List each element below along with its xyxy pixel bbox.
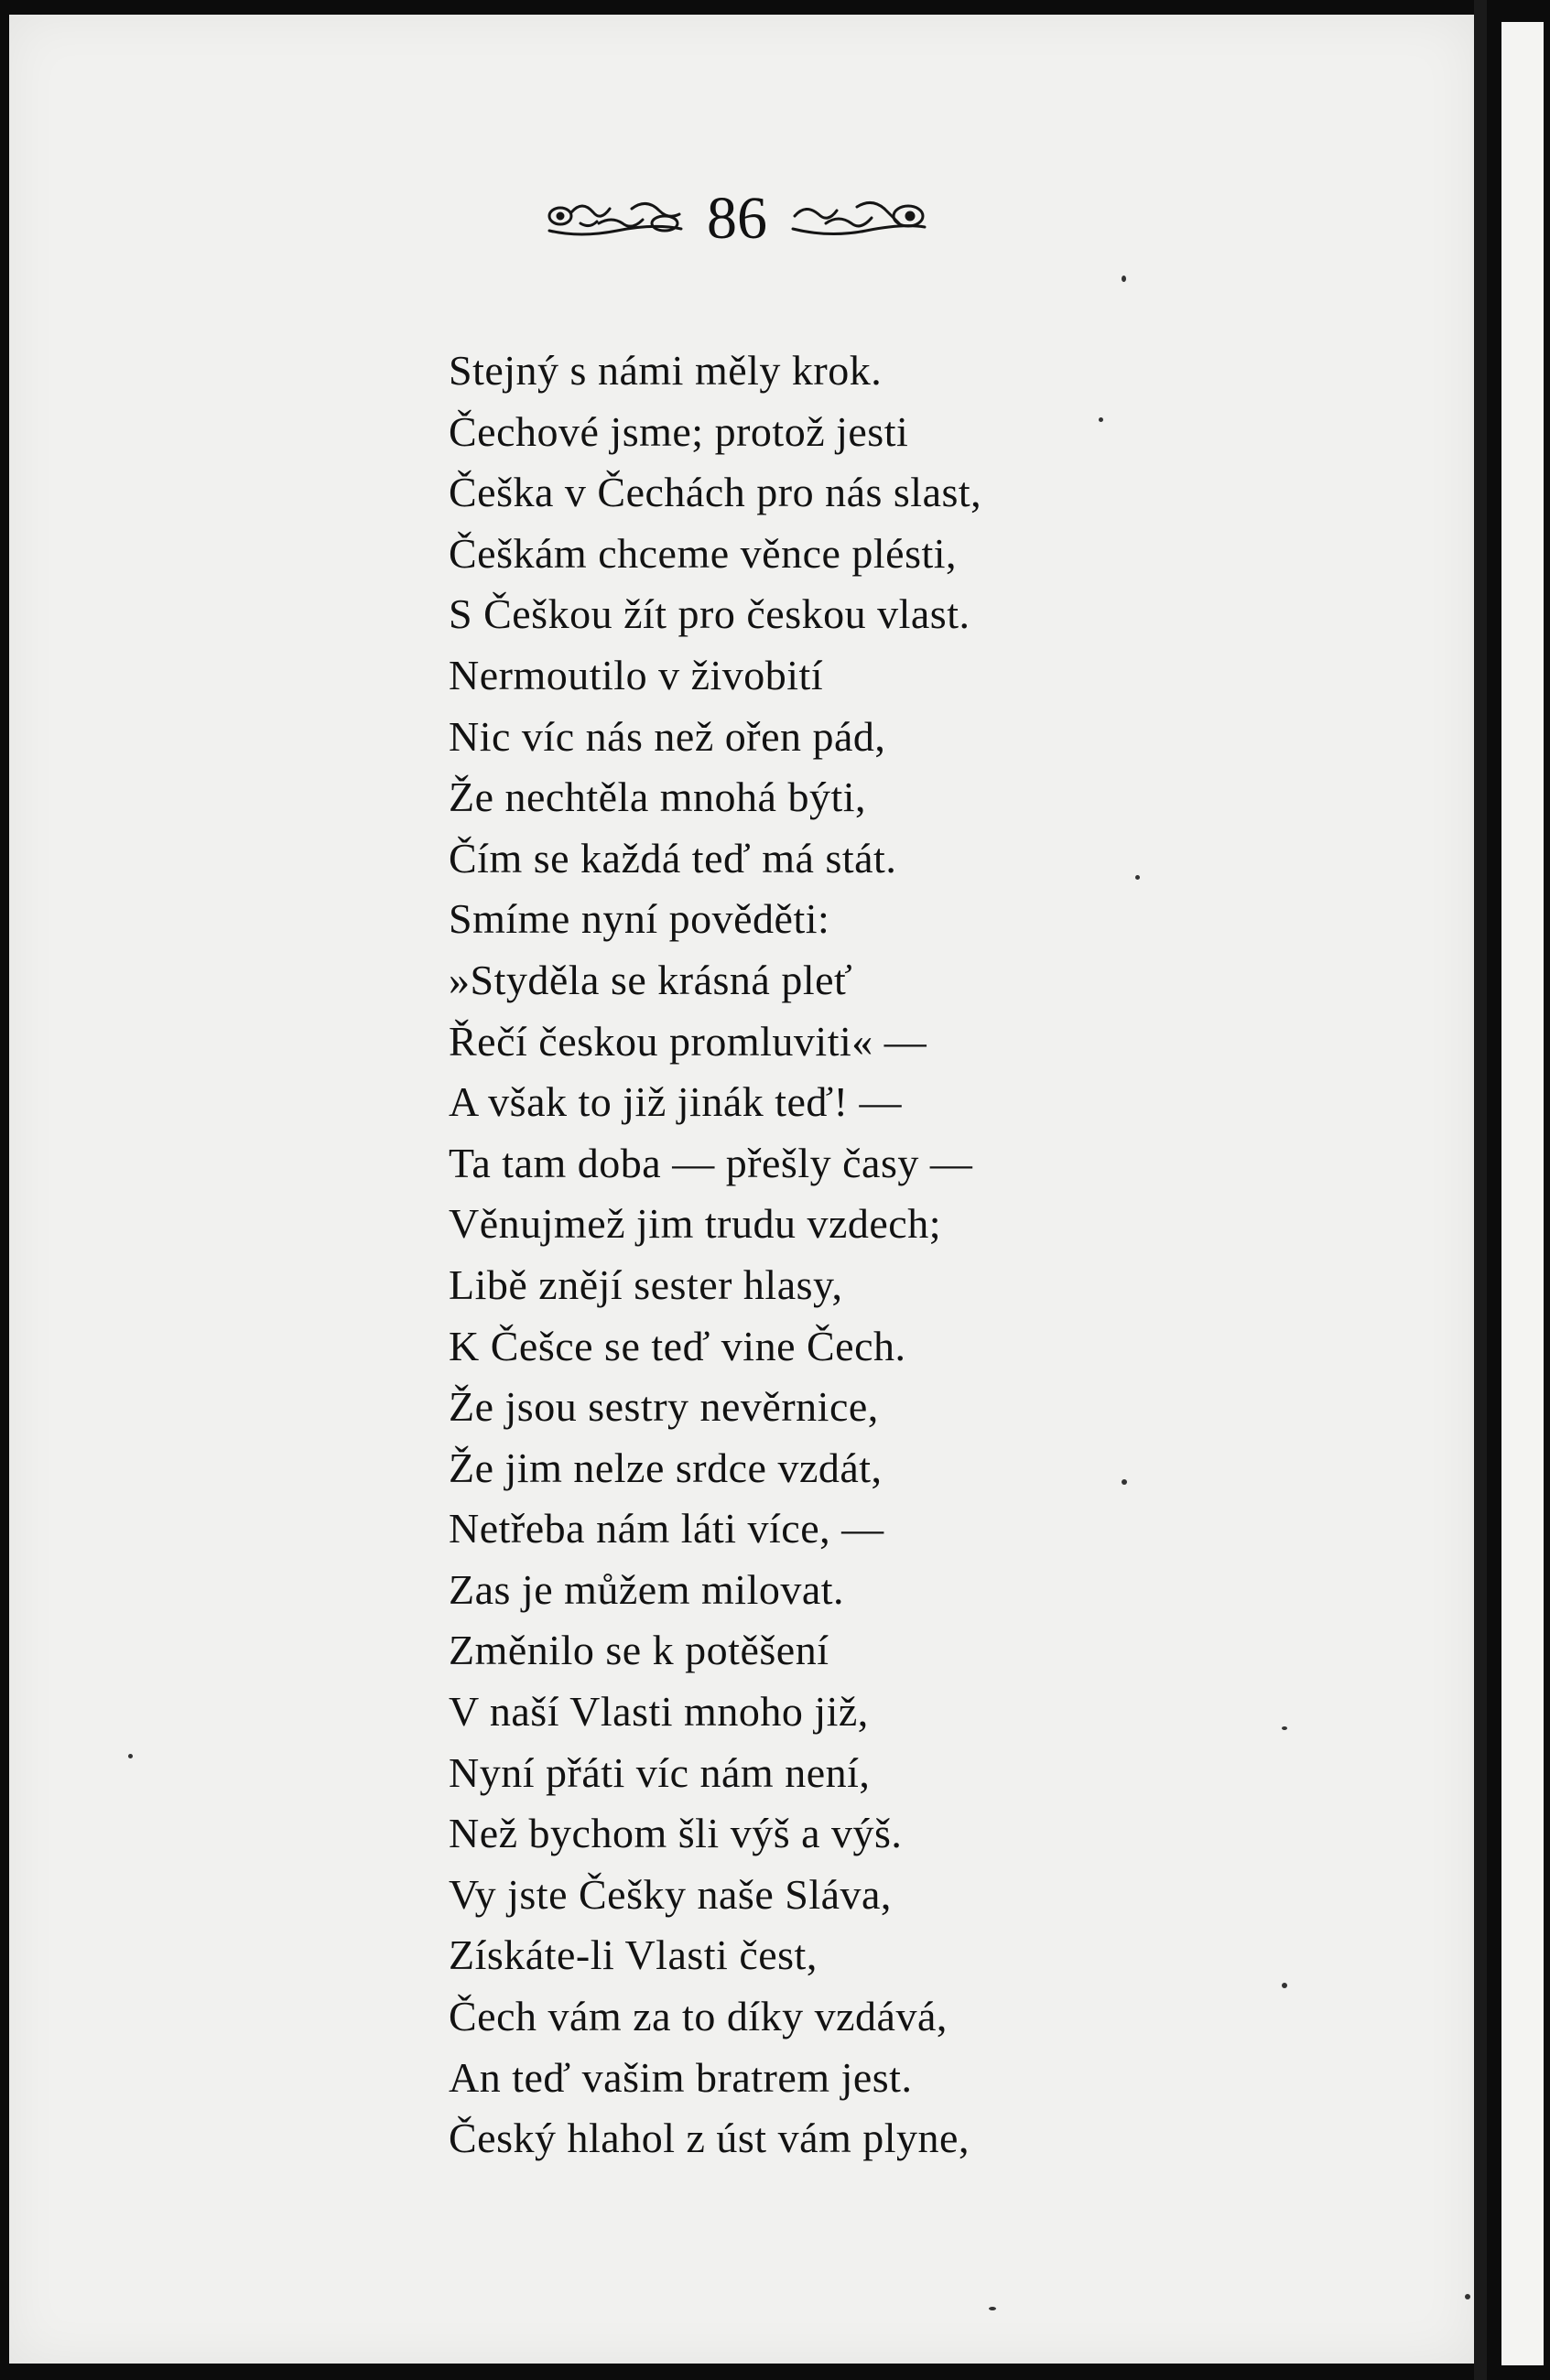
next-page-strip	[1501, 22, 1544, 2365]
scan-speck	[128, 1754, 133, 1758]
poem-line: Smíme nyní pověděti:	[449, 895, 830, 943]
poem-line: Změnilo se k potěšení	[449, 1627, 829, 1674]
ornament-right-icon	[784, 196, 930, 242]
page-header	[526, 178, 948, 260]
poem-line: Zas je můžem milovat.	[449, 1565, 845, 1613]
scan-speck	[1282, 1726, 1287, 1730]
scan-speck	[1122, 1479, 1127, 1485]
poem-line: Že jim nelze srdce vzdát,	[449, 1444, 883, 1491]
poem-line: Češka v Čechách pro nás slast,	[449, 469, 982, 516]
poem-line: Že nechtěla mnohá býti,	[449, 774, 867, 821]
poem-line: Češkám chceme věnce plésti,	[449, 529, 958, 577]
poem-line: Řečí českou promluviti« —	[449, 1017, 927, 1065]
scan-speck	[989, 2307, 996, 2310]
page-number: 86	[707, 185, 767, 252]
poem-line: A však to již jinák teď! —	[449, 1078, 902, 1126]
poem-line: Získáte-li Vlasti čest,	[449, 1931, 818, 1979]
poem-line: Věnujmež jim trudu vzdech;	[449, 1200, 942, 1248]
poem-line: Čech vám za to díky vzdává,	[449, 1993, 948, 2040]
poem-line: Než bychom šli výš a výš.	[449, 1810, 903, 1857]
poem-line: S Češkou žít pro českou vlast.	[449, 590, 970, 638]
ornament-left-icon	[544, 196, 690, 242]
book-page	[9, 15, 1474, 2364]
poem-line: Ta tam doba — přešly časy —	[449, 1139, 973, 1186]
poem-line: Čechové jsme; protož jesti	[449, 407, 909, 455]
poem-line: »Styděla se krásná pleť	[449, 956, 853, 1003]
poem-line: V naší Vlasti mnoho již,	[449, 1688, 869, 1736]
scan-speck	[1099, 417, 1103, 422]
poem-line: Nyní přáti víc nám není,	[449, 1748, 871, 1796]
poem-line: Že jsou sestry nevěrnice,	[449, 1383, 879, 1431]
poem-line: Český hlahol z úst vám plyne,	[449, 2115, 970, 2162]
poem-line: An teď vašim bratrem jest.	[449, 2053, 913, 2101]
poem-line: Vy jste Češky naše Sláva,	[449, 1870, 892, 1918]
scan-speck	[1122, 276, 1126, 282]
poem-line: Nermoutilo v živobití	[449, 651, 824, 698]
poem-line: K Češce se teď vine Čech.	[449, 1322, 906, 1369]
scan-speck	[1135, 875, 1140, 880]
poem-line: Libě znějí sester hlasy,	[449, 1260, 843, 1308]
poem-line: Nic víc nás než ořen pád,	[449, 712, 886, 760]
poem-line: Čím se každá teď má stát.	[449, 834, 897, 882]
poem-line: Stejný s námi měly krok.	[449, 347, 883, 394]
poem-line: Netřeba nám láti více, —	[449, 1505, 884, 1552]
poem-text	[449, 341, 1410, 2169]
scan-speck	[1282, 1983, 1287, 1988]
page-edge	[1474, 0, 1487, 2380]
scan-speck	[1465, 2294, 1470, 2299]
